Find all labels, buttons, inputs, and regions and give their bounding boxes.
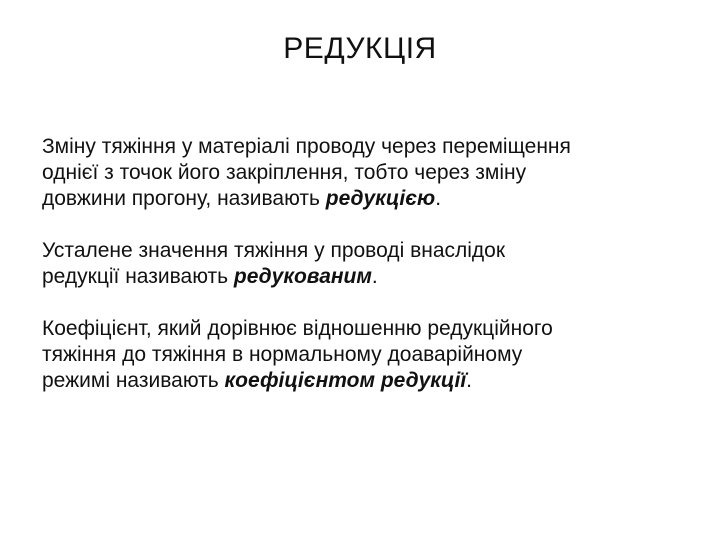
- slide-body: [42, 134, 692, 420]
- paragraph-line: редукції називають: [42, 265, 234, 288]
- paragraph-suffix: .: [466, 369, 472, 392]
- paragraph-suffix: .: [435, 187, 442, 210]
- paragraph-line: тяжіння до тяжіння в нормальному доаварійному: [42, 343, 523, 366]
- paragraph-line: довжини прогону, називають: [42, 187, 326, 210]
- paragraph-line: Зміну тяжіння у матеріалі проводу через переміщення: [42, 135, 571, 158]
- paragraph-line: Коефіцієнт, який дорівнює відношенню редукційного: [42, 317, 553, 340]
- term-reduced: редукованим: [233, 265, 372, 288]
- paragraph-definition-reduced: [42, 238, 692, 290]
- term-reduction-coefficient: коефіцієнтом редукції: [224, 369, 467, 392]
- term-reduction: редукцією: [325, 187, 436, 210]
- slide-title: РЕДУКЦІЯ: [283, 32, 437, 65]
- paragraph-definition-coefficient: [42, 316, 692, 394]
- paragraph-suffix: .: [371, 265, 378, 288]
- paragraph-line: однієї з точок його закріплення, тобто через зміну: [42, 161, 527, 184]
- paragraph-line: режимі називають: [42, 369, 225, 392]
- paragraph-definition-reduction: [42, 134, 692, 212]
- paragraph-line: Усталене значення тяжіння у проводі внаслідок: [42, 239, 506, 262]
